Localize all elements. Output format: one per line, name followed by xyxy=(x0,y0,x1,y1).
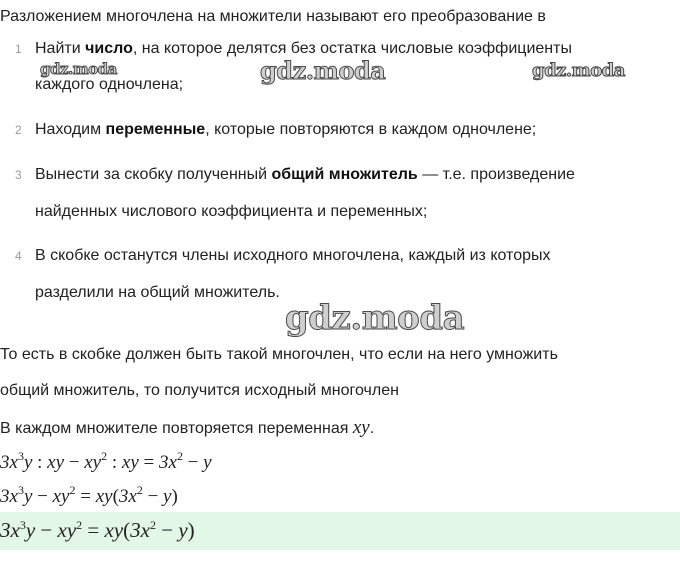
step-number: 4 xyxy=(15,249,22,263)
step-1-line-2: каждого одночлена; xyxy=(35,76,184,93)
variable-xy: xy xyxy=(352,417,370,438)
watermark-logo: gdz.moda xyxy=(285,298,465,338)
intro-text: Разложением многочлена на множители называют его преобразование в xyxy=(0,8,546,25)
formula-division: $3x^3y$ : xy − $xy^2$ : xy = $3x^2 - y$ xyxy=(0,449,212,473)
watermark-logo: gdz.moda xyxy=(532,60,625,81)
step-4-line-2: разделили на общий множитель. xyxy=(35,284,280,301)
common-variable-text: В каждом множителе повторяется переменная xy. xyxy=(0,417,375,438)
watermark-logo: gdz.moda xyxy=(40,60,117,78)
step-4-line-1: В скобке останутся члены исходного многочлена, каждый из которых xyxy=(35,247,551,264)
step-3-line-1: Вынести за скобку полученный общий множитель — т.е. произведение xyxy=(35,166,575,183)
explanation-line-1: То есть в скобке должен быть такой многочлен, что если на него умножить xyxy=(0,346,558,363)
formula-factored: $3x^3y - xy^2 = xy(3x^2 - y)$ xyxy=(0,483,178,507)
step-1-line-1: Найти число, на которое делятся без остатка числовые коэффициенты xyxy=(35,40,572,57)
watermark-logo: gdz.moda xyxy=(260,56,386,85)
step-number: 2 xyxy=(15,123,22,137)
step-3-line-2: найденных числового коэффициента и переменных; xyxy=(35,203,428,220)
step-number: 1 xyxy=(15,42,22,56)
step-number: 3 xyxy=(15,168,22,182)
explanation-line-2: общий множитель, то получится исходный многочлен xyxy=(0,382,399,399)
step-2-text: Находим переменные, которые повторяются в каждом одночлене; xyxy=(35,121,537,138)
answer-formula: $3x^3y - xy^2 = xy(3x^2 - y)$ xyxy=(0,518,195,542)
